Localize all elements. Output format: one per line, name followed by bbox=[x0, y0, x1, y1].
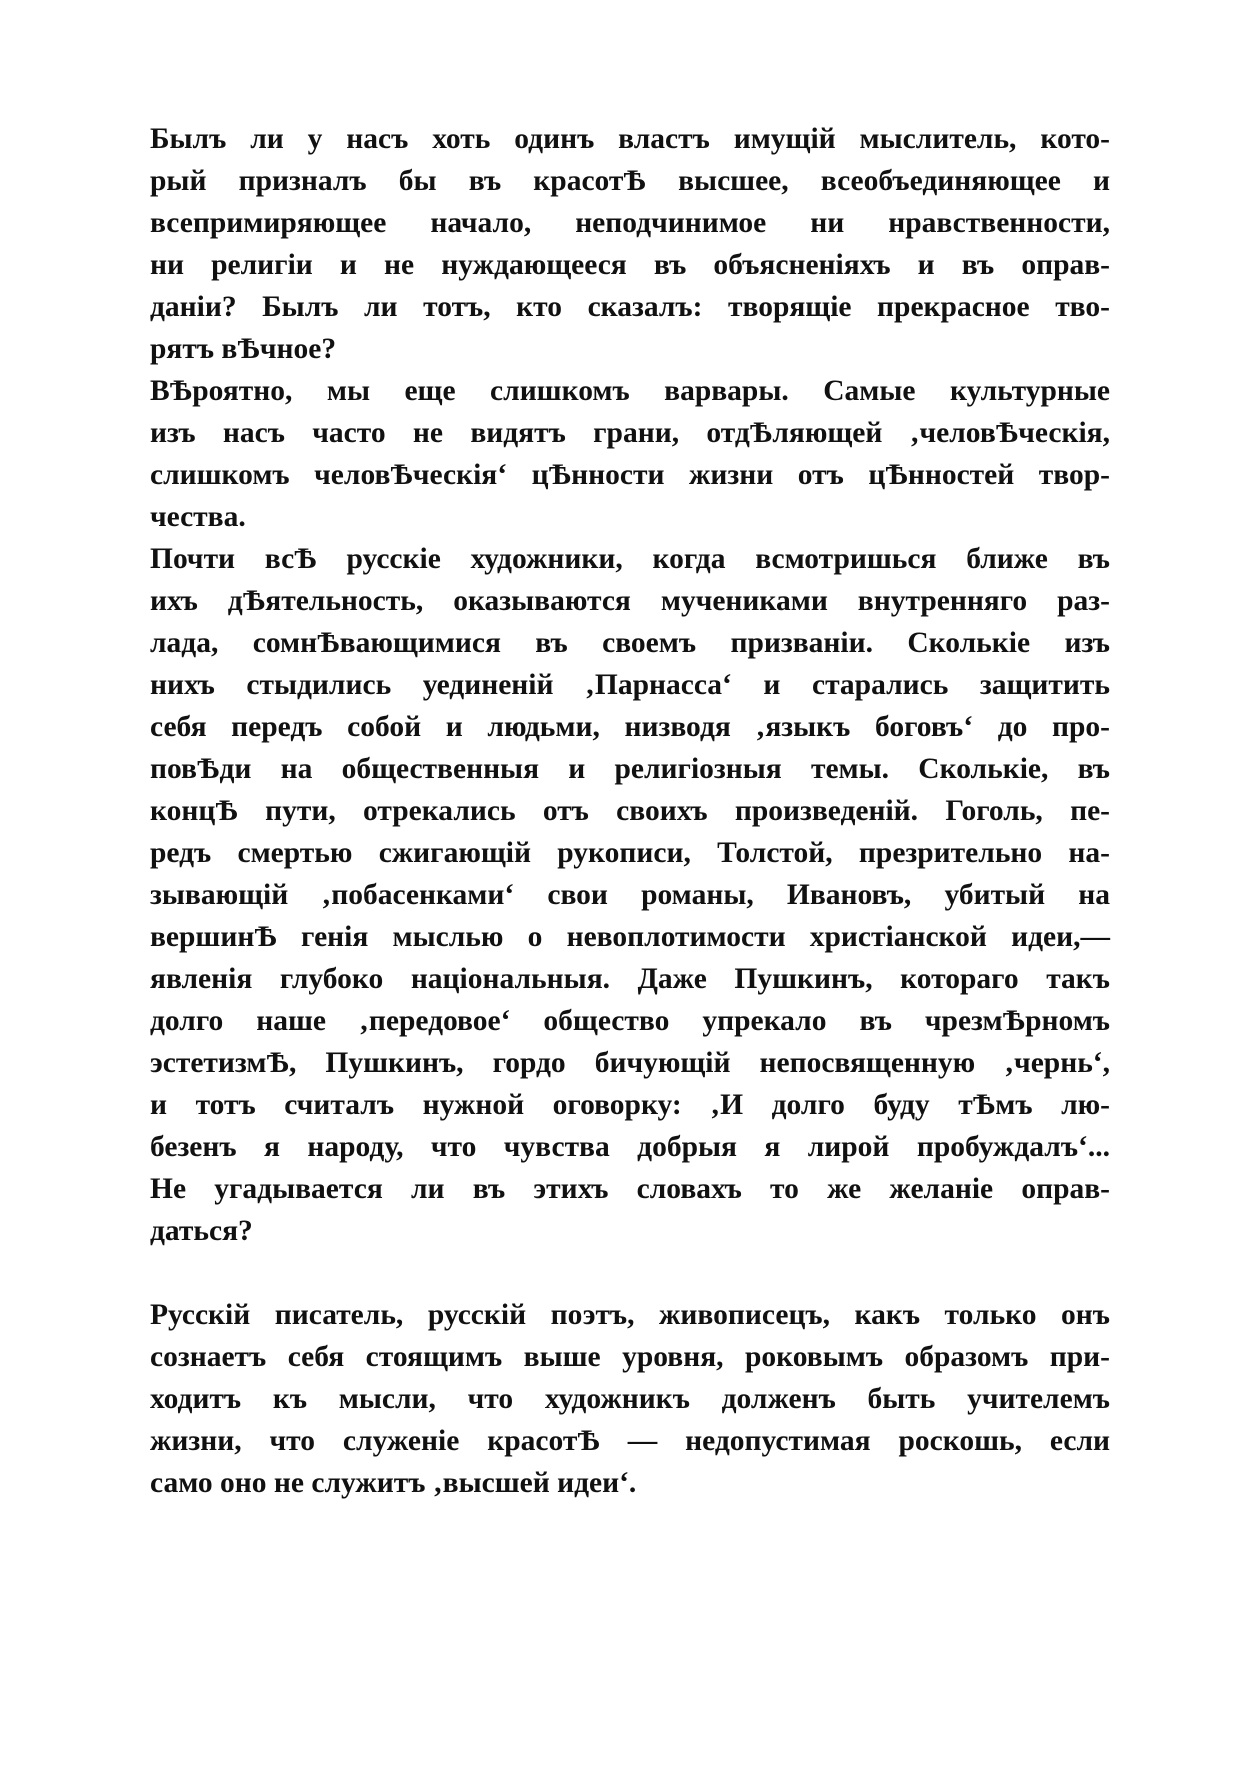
text-line: себя передъ собой и людьми, низводя ‚языкъ боговъ‘ до про- bbox=[150, 711, 1110, 743]
text-line: всепримиряющее начало, неподчинимое ни нравственности, bbox=[150, 207, 1110, 239]
document-page bbox=[150, 118, 1110, 1504]
paragraph-2 bbox=[150, 370, 1110, 538]
text-line: Былъ ли у насъ хоть одинъ властъ имущій мыслитель, кото- bbox=[150, 123, 1110, 155]
text-line: Почти всѢ русскіе художники, когда всмотришься ближе въ bbox=[150, 543, 1110, 575]
text-line: ходитъ къ мысли, что художникъ долженъ быть учителемъ bbox=[150, 1383, 1110, 1415]
paragraph-4 bbox=[150, 1294, 1110, 1504]
text-line: ВѢроятно, мы еще слишкомъ варвары. Самые культурные bbox=[150, 375, 1110, 407]
text-line: зывающій ‚побасенками‘ свои романы, Ивановъ, убитый на bbox=[150, 879, 1110, 911]
text-line: слишкомъ человѢческія‘ цѢнности жизни отъ цѢнностей твор- bbox=[150, 459, 1110, 491]
text-line: эстетизмѢ, Пушкинъ, гордо бичующій непосвященную ‚чернь‘, bbox=[150, 1047, 1110, 1079]
text-line: долго наше ‚передовое‘ общество упрекало въ чрезмѢрномъ bbox=[150, 1005, 1110, 1037]
text-line: само оно не служитъ ‚высшей идеи‘. bbox=[150, 1467, 637, 1499]
paragraph-1 bbox=[150, 118, 1110, 370]
text-line: безенъ я народу, что чувства добрыя я лирой пробуждалъ‘... bbox=[150, 1131, 1110, 1163]
text-line: редъ смертью сжигающій рукописи, Толстой, презрительно на- bbox=[150, 837, 1110, 869]
text-line: явленія глубоко національныя. Даже Пушкинъ, котораго такъ bbox=[150, 963, 1110, 995]
text-line: жизни, что служеніе красотѢ — недопустимая роскошь, если bbox=[150, 1425, 1110, 1457]
text-line: вершинѢ генія мыслью о невоплотимости христіанской идеи,— bbox=[150, 921, 1110, 953]
text-line: рятъ вѢчное? bbox=[150, 333, 337, 365]
paragraph-3 bbox=[150, 538, 1110, 1252]
text-line: сознаетъ себя стоящимъ выше уровня, роковымъ образомъ при- bbox=[150, 1341, 1110, 1373]
text-line: повѢди на общественныя и религіозныя темы. Сколькіе, въ bbox=[150, 753, 1110, 785]
text-line: ни религіи и не нуждающееся въ объясненіяхъ и въ оправ- bbox=[150, 249, 1110, 281]
text-line: даніи? Былъ ли тотъ, кто сказалъ: творящіе прекрасное тво- bbox=[150, 291, 1110, 323]
text-line: даться? bbox=[150, 1215, 253, 1247]
text-line: и тотъ считалъ нужной оговорку: ‚И долго буду тѢмъ лю- bbox=[150, 1089, 1110, 1121]
text-line: лада, сомнѢвающимися въ своемъ призваніи. Сколькіе изъ bbox=[150, 627, 1110, 659]
text-line: Русскій писатель, русскій поэтъ, живописецъ, какъ только онъ bbox=[150, 1299, 1110, 1331]
text-line: рый призналъ бы въ красотѢ высшее, всеобъединяющее и bbox=[150, 165, 1110, 197]
text-line: изъ насъ часто не видятъ грани, отдѢляющей ‚человѢческія, bbox=[150, 417, 1110, 449]
text-line: нихъ стыдились уединеній ‚Парнасса‘ и старались защитить bbox=[150, 669, 1110, 701]
text-line: концѢ пути, отрекались отъ своихъ произведеній. Гоголь, пе- bbox=[150, 795, 1110, 827]
text-line: чества. bbox=[150, 501, 246, 533]
text-line: ихъ дѢятельность, оказываются мучениками внутренняго раз- bbox=[150, 585, 1110, 617]
text-line: Не угадывается ли въ этихъ словахъ то же желаніе оправ- bbox=[150, 1173, 1110, 1205]
